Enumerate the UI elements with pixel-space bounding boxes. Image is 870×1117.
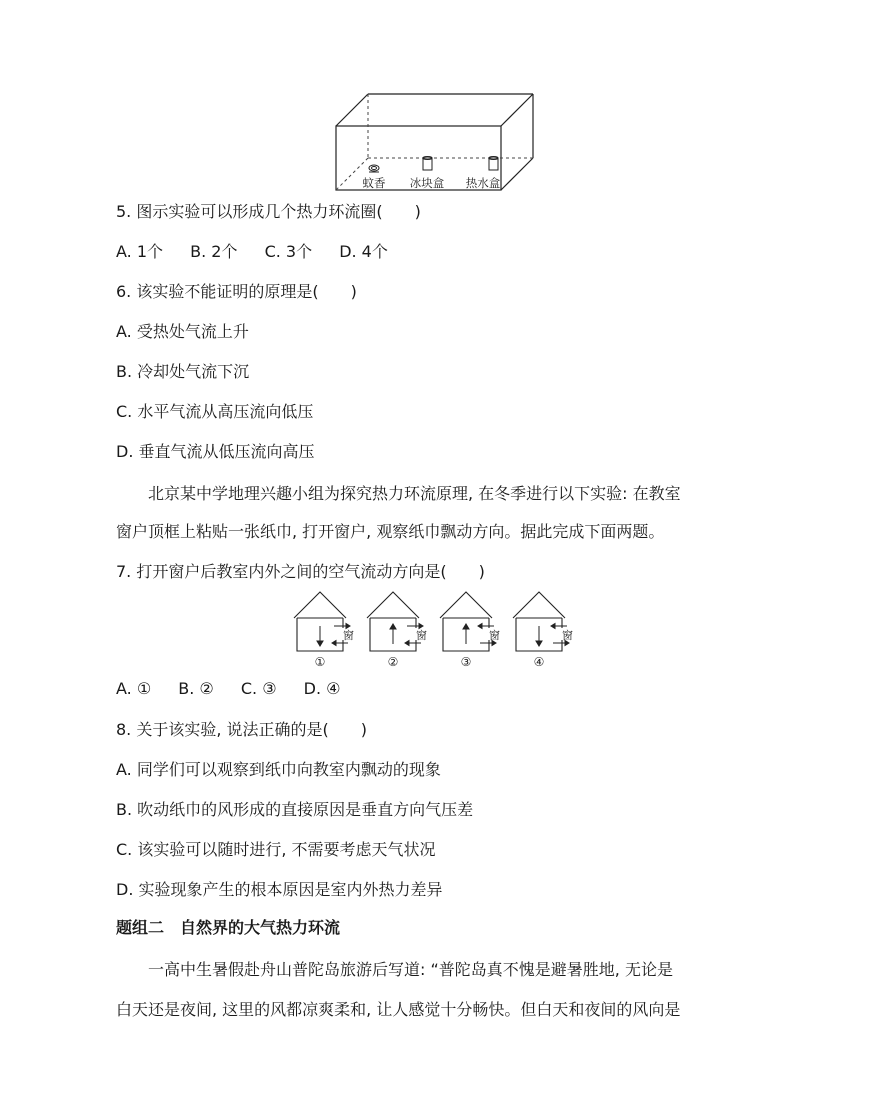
q5-options [116, 242, 410, 262]
q5-option-b[interactable]: B. 2个 [190, 242, 238, 261]
house-number-1: ① [314, 655, 326, 669]
q7-option-a[interactable]: A. ① [116, 679, 152, 698]
section2-title: 题组二 自然界的大气热力环流 [116, 918, 341, 937]
q6-stem: 6. 该实验不能证明的原理是( ) [116, 282, 357, 301]
passage2-line1: 一高中生暑假赴舟山普陀岛旅游后写道: “普陀岛真不愧是避暑胜地, 无论是 [148, 960, 673, 979]
window-label-1: 窗 [343, 629, 354, 642]
house-number-4: ④ [533, 655, 545, 669]
label-hot-water-box: 热水盒 [465, 176, 501, 190]
house-number-2: ② [387, 655, 399, 669]
q8-option-a[interactable]: A. 同学们可以观察到纸巾向教室内飘动的现象 [116, 760, 441, 779]
passage1-line2: 窗户顶框上粘贴一张纸巾, 打开窗户, 观察纸巾飘动方向。据此完成下面两题。 [116, 522, 665, 541]
q8-stem: 8. 关于该实验, 说法正确的是( ) [116, 720, 368, 739]
q5-option-d[interactable]: D. 4个 [339, 242, 388, 261]
q6-option-b[interactable]: B. 冷却处气流下沉 [116, 362, 250, 381]
q8-option-d[interactable]: D. 实验现象产生的根本原因是室内外热力差异 [116, 880, 443, 899]
hot-water-box-icon [489, 157, 498, 171]
ice-box-icon [423, 157, 432, 171]
mosquito-coil-icon [369, 165, 379, 172]
window-label-3: 窗 [489, 629, 500, 642]
q5-stem: 5. 图示实验可以形成几个热力环流圈( ) [116, 202, 421, 221]
label-mosquito-coil: 蚊香 [362, 176, 386, 190]
q5-option-c[interactable]: C. 3个 [264, 242, 313, 261]
q6-option-a[interactable]: A. 受热处气流上升 [116, 322, 249, 341]
window-label-4: 窗 [562, 629, 573, 642]
q7-option-b[interactable]: B. ② [178, 679, 214, 698]
q6-option-d[interactable]: D. 垂直气流从低压流向高压 [116, 442, 315, 461]
q7-option-c[interactable]: C. ③ [240, 679, 277, 698]
passage1-line1: 北京某中学地理兴趣小组为探究热力环流原理, 在冬季进行以下实验: 在教室 [148, 484, 681, 503]
q7-stem: 7. 打开窗户后教室内外之间的空气流动方向是( ) [116, 562, 485, 581]
label-ice-box: 冰块盒 [409, 176, 445, 190]
box-experiment-figure [330, 88, 545, 196]
q5-option-a[interactable]: A. 1个 [116, 242, 164, 261]
house-number-3: ③ [460, 655, 472, 669]
house-diagram-figure [290, 588, 590, 670]
q8-option-b[interactable]: B. 吹动纸巾的风形成的直接原因是垂直方向气压差 [116, 800, 474, 819]
q8-option-c[interactable]: C. 该实验可以随时进行, 不需要考虑天气状况 [116, 840, 436, 859]
passage2-line2: 白天还是夜间, 这里的风都凉爽柔和, 让人感觉十分畅快。但白天和夜间的风向是 [116, 1000, 681, 1019]
q7-options [116, 679, 363, 699]
window-label-2: 窗 [416, 629, 427, 642]
q6-option-c[interactable]: C. 水平气流从高压流向低压 [116, 402, 314, 421]
q7-option-d[interactable]: D. ④ [303, 679, 341, 698]
